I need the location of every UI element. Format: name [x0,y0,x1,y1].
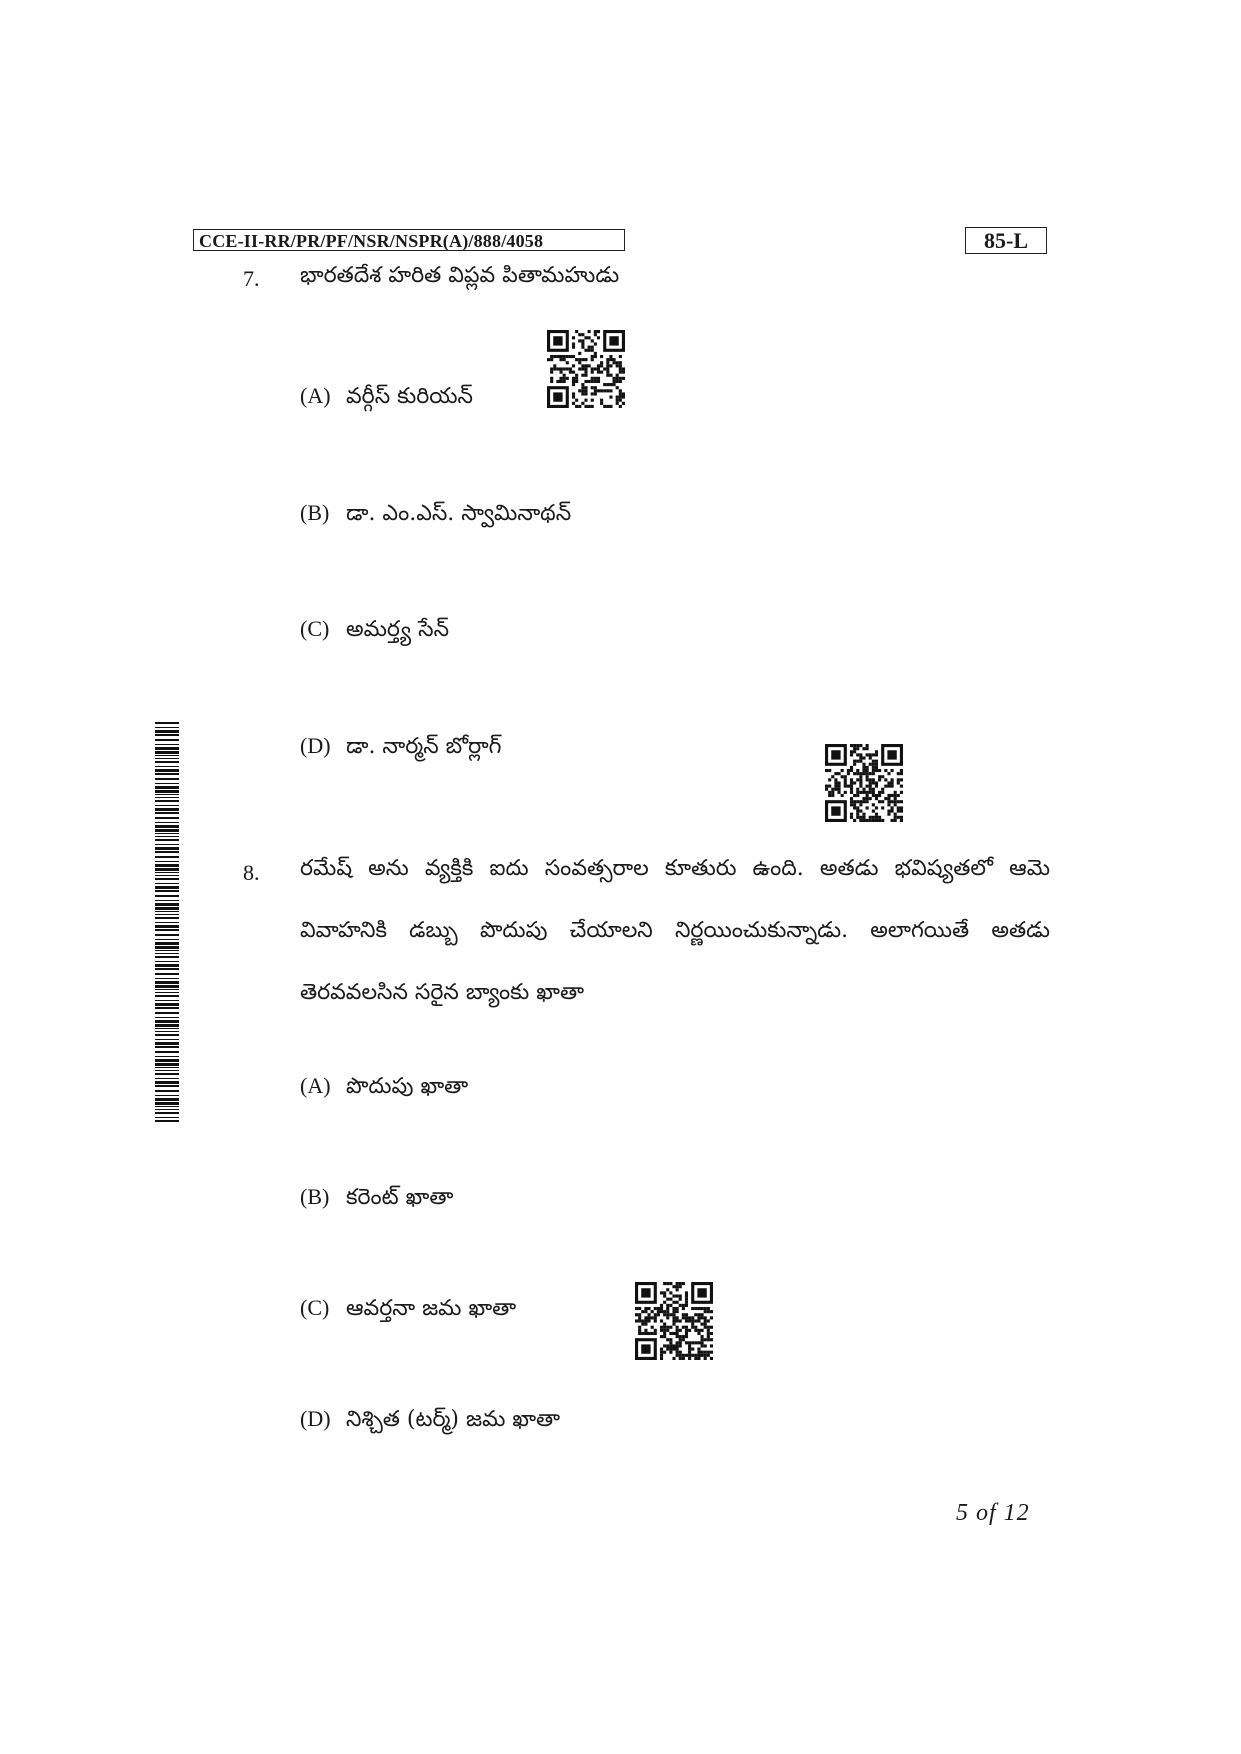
option-text: కరెంట్ ఖాతా [346,1185,454,1210]
option-text: పొదుపు ఖాతా [346,1074,469,1099]
option-c[interactable] [300,1295,516,1326]
option-a[interactable] [300,1073,468,1104]
option-letter: (C) [300,616,330,641]
option-letter: (A) [300,383,331,408]
exam-code: CCE-II-RR/PR/PF/NSR/NSPR(A)/888/4058 [193,229,625,251]
option-d[interactable] [300,733,501,764]
option-c[interactable] [300,616,449,647]
option-b[interactable] [300,1184,453,1215]
option-text: నిశ్చిత (టర్మ్) జమ ఖాతా [346,1407,561,1432]
option-d[interactable] [300,1406,560,1437]
option-letter: (C) [300,1295,330,1320]
page-number: 5 of 12 [956,1500,1030,1526]
option-text: అమర్త్య సేన్ [346,617,450,642]
option-text: వర్గీస్ కురియన్ [346,384,474,409]
qr-code-icon [635,1282,713,1360]
question-number: 7. [243,266,260,291]
option-letter: (D) [300,1406,331,1431]
question-text: రమేష్ అను వ్యక్తికి ఐదు సంవత్సరాల కూతురు ఉంది. అతడు భవిష్యతలో ఆమె వివాహనికి డబ్బు పొదుపు చేయాలని నిర్ణయించుకున్నాడు. అలాగయితే అతడు తెరవవలసిన సరైన బ్యాంకు ఖాతా [300,856,1050,1005]
option-letter: (D) [300,733,331,758]
option-a[interactable] [300,383,473,414]
option-text: డా. ఎం.ఎస్. స్వామినాథన్ [346,501,572,526]
set-code: 85-L [965,227,1047,254]
qr-code-icon [825,744,903,822]
qr-code-icon [547,330,625,408]
option-text: ఆవర్తనా జమ ఖాతా [346,1296,517,1321]
option-text: డా. నార్మన్ బోర్లాగ్ [346,734,502,759]
option-letter: (B) [300,500,330,525]
option-letter: (B) [300,1184,330,1209]
option-letter: (A) [300,1073,331,1098]
question-number: 8. [243,860,260,885]
option-b[interactable] [300,500,571,531]
question-text: భారతదేశ హరిత విప్లవ పితామహుడు [300,263,620,288]
barcode-icon [155,722,179,1122]
